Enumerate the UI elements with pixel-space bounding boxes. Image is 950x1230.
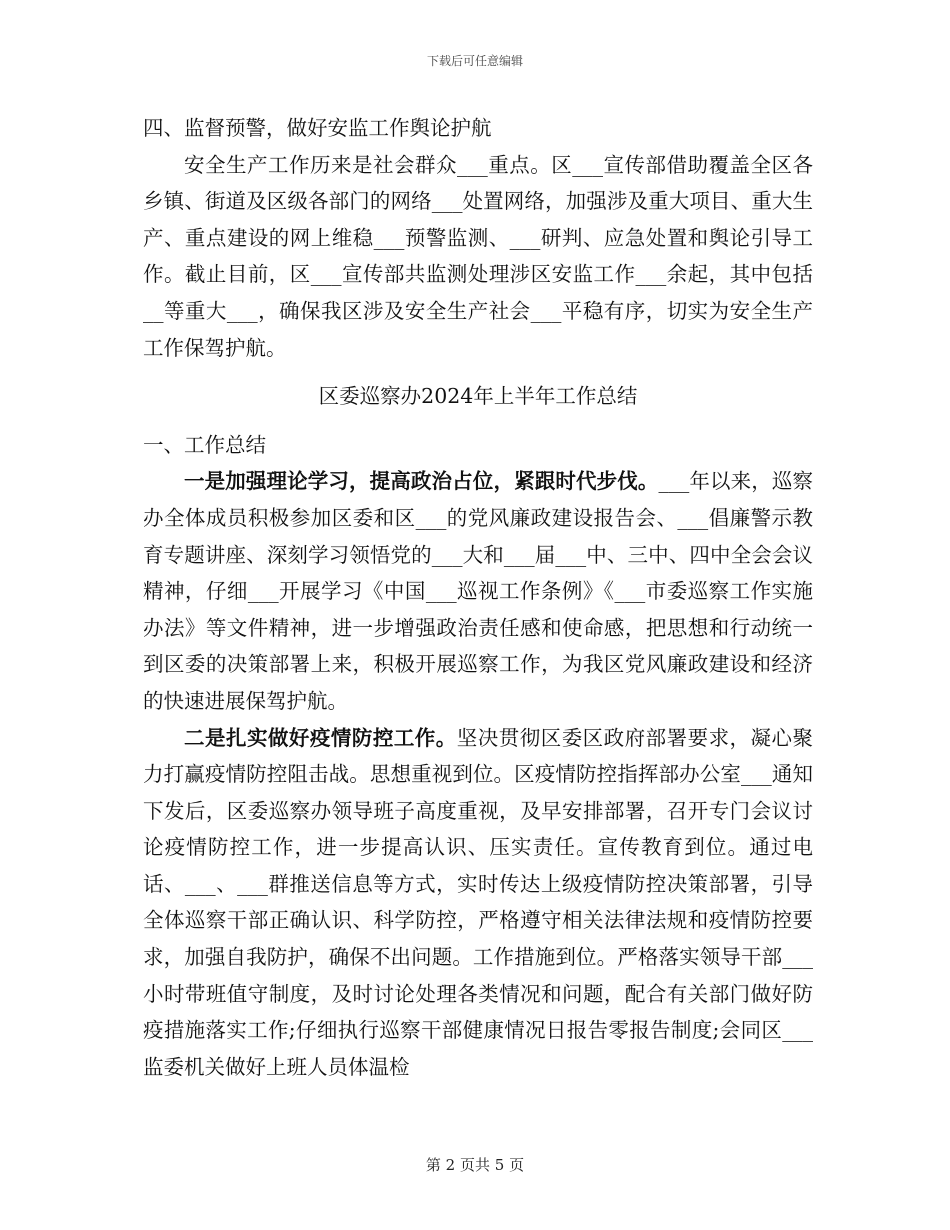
page-header-note: 下载后可任意编辑: [426, 54, 523, 68]
document-body: [143, 110, 813, 1085]
section-four-paragraph: 安全生产工作历来是社会群众___重点。区___宣传部借助覆盖全区各乡镇、街道及区级各部门的网络___处置网络，加强涉及重大项目、重大生产、重点建设的网上维稳___预警监测、___研判、应急处置和舆论引导工作。截止目前，区___宣传部共监测处理涉区安监工作___余起，其中包括__等重大___，确保我区涉及安全生产社会___平稳有序，切实为安全生产工作保驾护航。: [143, 152, 813, 360]
paragraph-epidemic-control-body: 坚决贯彻区委区政府部署要求，凝心聚力打赢疫情防控阻击战。思想重视到位。区疫情防控指挥部办公室___通知下发后，区委巡察办领导班子高度重视，及早安排部署，召开专门会议讨论疫情防控工作，进一步提高认识、压实责任。宣传教育到位。通过电话、___、___群推送信息等方式，实时传达上级疫情防控决策部署，引导全体巡察干部正确认识、科学防控，严格遵守相关法律法规和疫情防控要求，加强自我防护，确保不出问题。工作措施到位。严格落实领导干部___小时带班值守制度，及时讨论处理各类情况和问题，配合有关部门做好防疫措施落实工作;仔细执行巡察干部健康情况日报告零报告制度;会同区___监委机关做好上班人员体温检: [143, 725, 814, 1079]
page-number: 第 2 页共 5 页: [425, 1156, 525, 1174]
paragraph-theory-study: [143, 463, 813, 719]
section-one-heading: 一、工作总结: [143, 432, 266, 457]
section-four-heading: 四、监督预警，做好安监工作舆论护航: [143, 116, 492, 140]
paragraph-theory-study-lead: 一是加强理论学习，提高政治占位，紧跟时代步伐。: [184, 469, 659, 494]
paragraph-epidemic-control-lead: 二是扎实做好疫情防控工作。: [184, 725, 457, 750]
paragraph-theory-study-body: ___年以来，巡察办全体成员积极参加区委和区___的党风廉政建设报告会、___倡廉警示教育专题讲座、深刻学习领悟党的___大和___届___中、三中、四中全会会议精神，仔细___开展学习《中国___巡视工作条例》《___市委巡察工作实施办法》等文件精神，进一步增强政治责任感和使命感，把思想和行动统一到区委的决策部署上来，积极开展巡察工作，为我区党风廉政建设和经济的快速进展保驾护航。: [143, 469, 814, 713]
paragraph-epidemic-control: [143, 720, 813, 1086]
document-title: 区委巡察办2024年上半年工作总结: [318, 384, 638, 409]
